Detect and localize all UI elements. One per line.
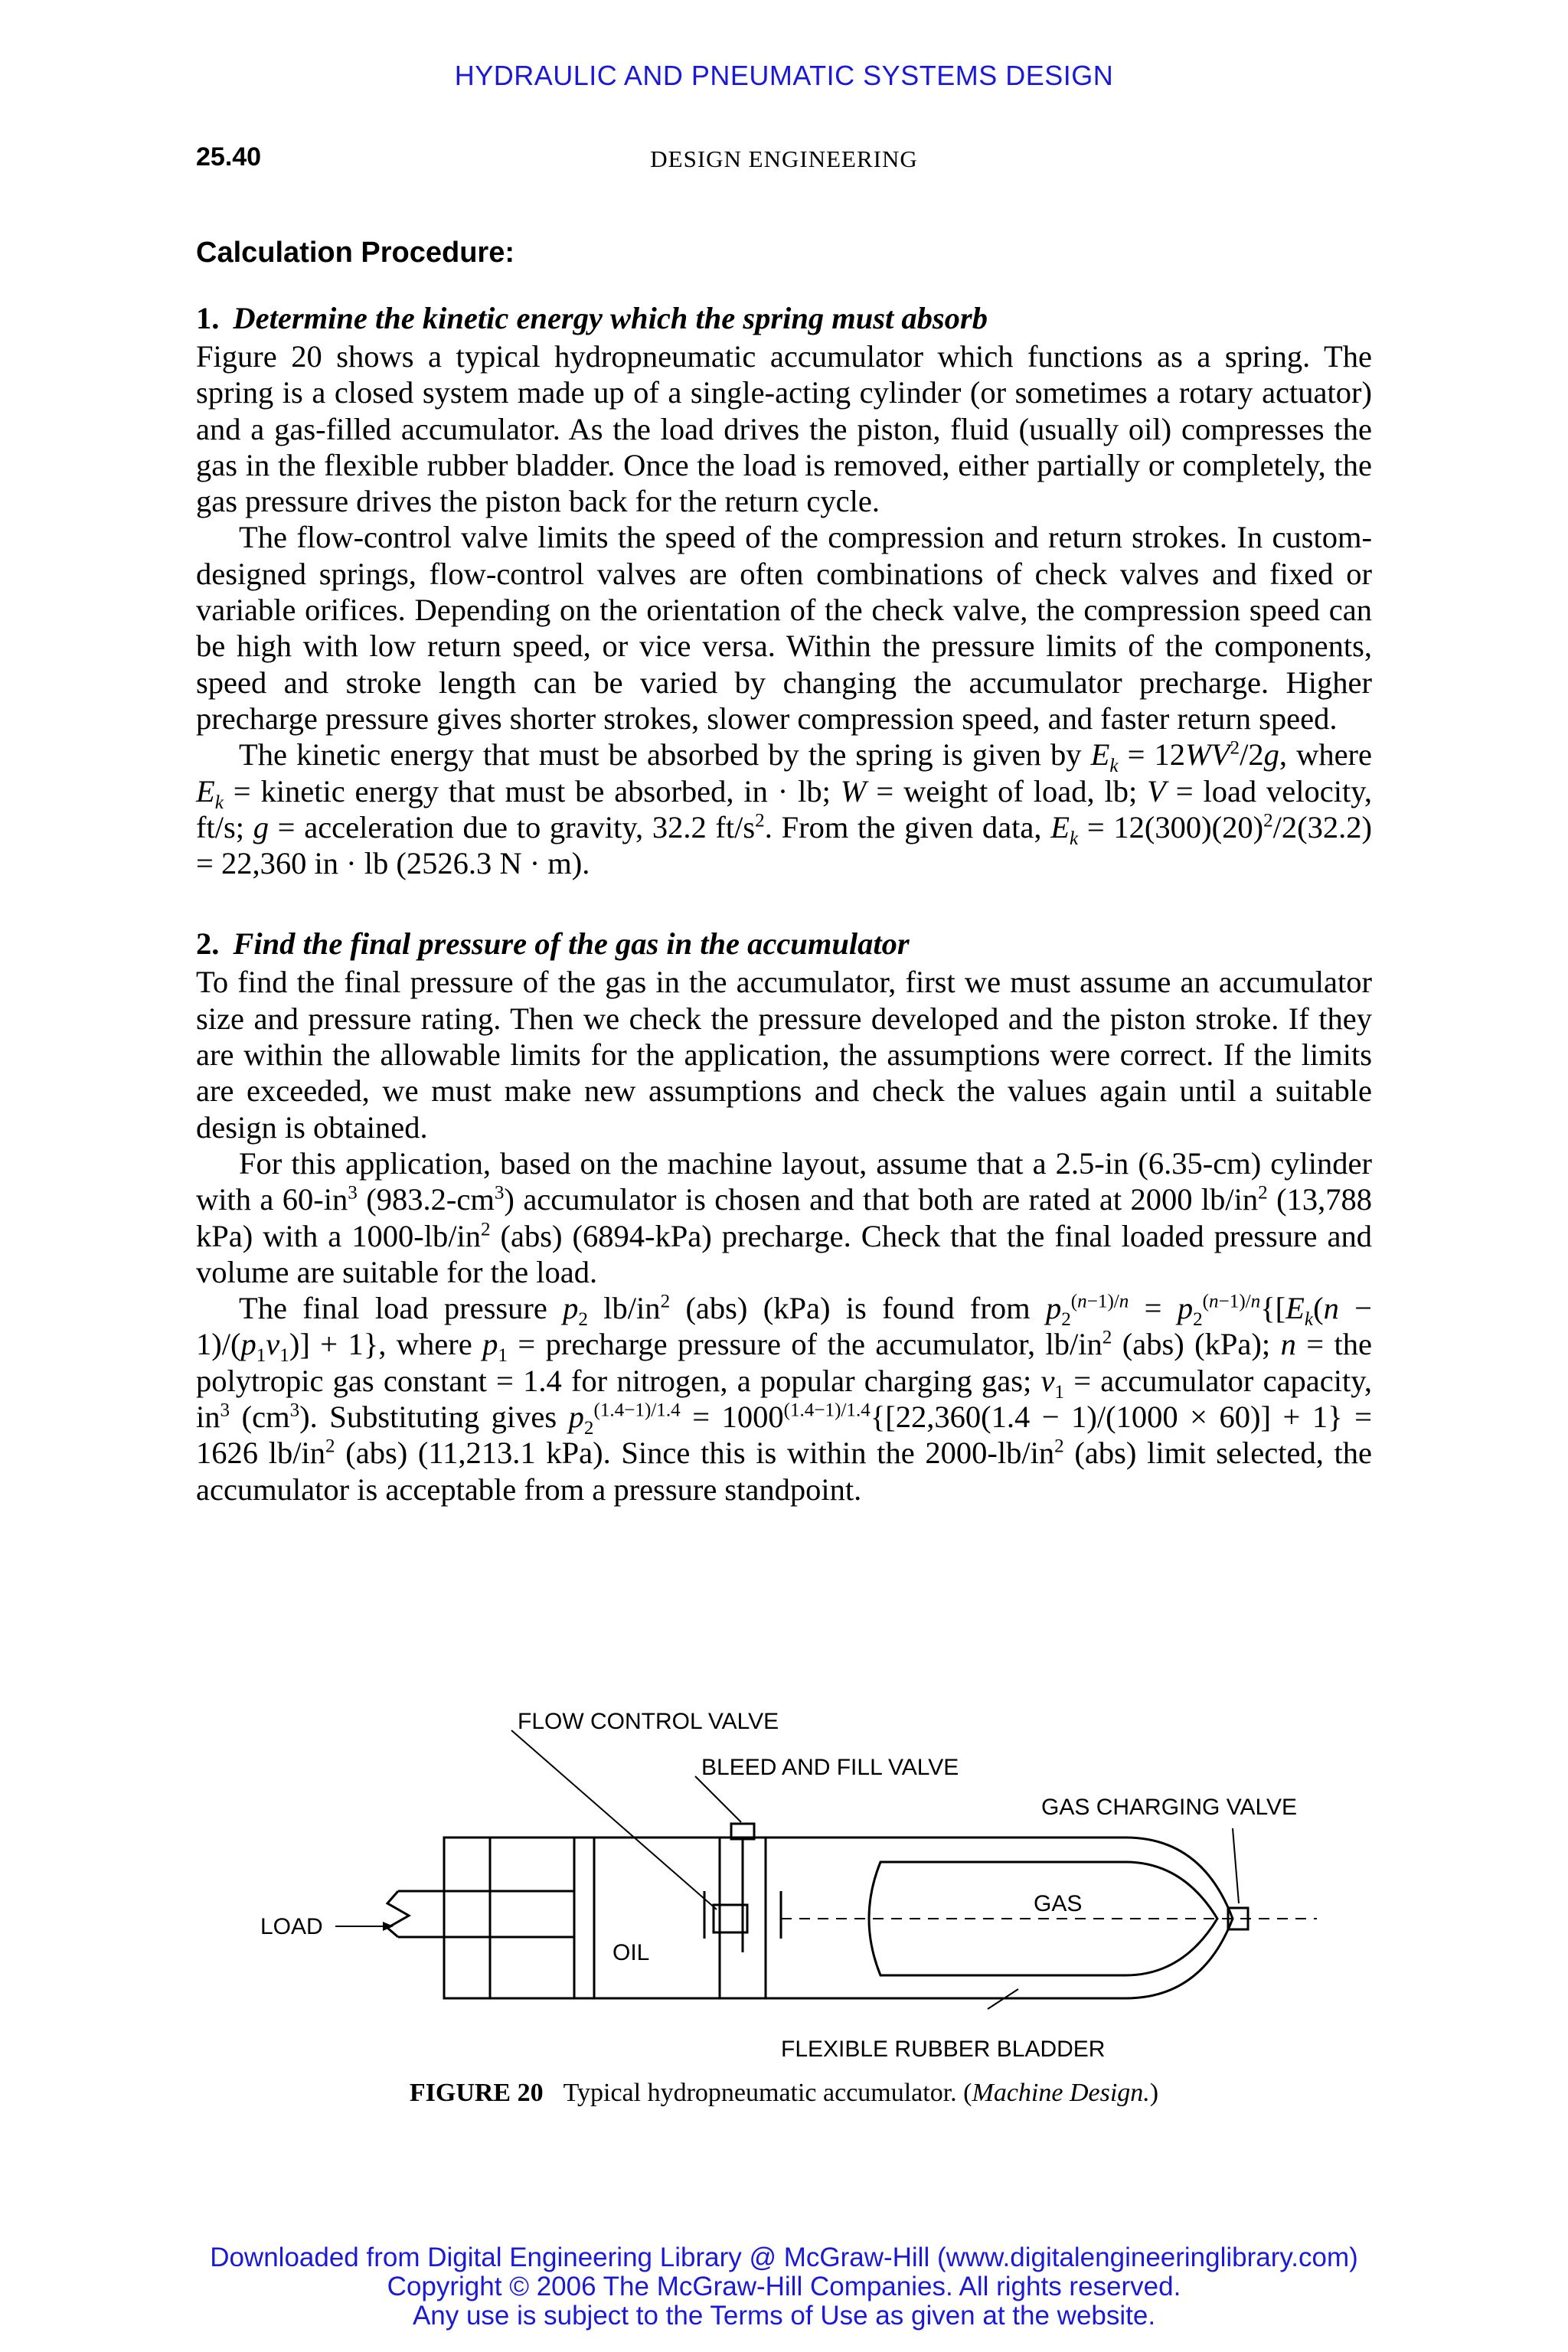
figure-caption-source: Machine Design. [972, 2079, 1150, 2107]
cylinder-body [444, 1838, 766, 1998]
figure-caption: FIGURE 20 Typical hydropneumatic accumulator. (Machine Design.) [409, 2079, 1159, 2107]
step-2-paragraph-1: To find the final pressure of the gas in the accumulator, first we must assume an accumulator size and pressure rating. Then we check the pressure developed and the piston stroke. If they are within the allowable limits for the application, the assumptions were correct. If the limits are exceeded, we must make new assumptions and check the values again until a suitable design is obtained. [196, 965, 1372, 1145]
step-2-paragraph-2: For this application, based on the machine layout, assume that a 2.5-in (6.35-cm) cylinder with a $60-in^3$ $(983.2-cm^3)$ accumulator is chosen and that both are rated at 2000 $lb/in^2$ (13,788 kPa) with a $1000-lb/in^2$ (abs) (6894-kPa) precharge. Check that the final loaded pressure and volume are suitable for the load. [196, 1145, 1372, 1289]
gas-label: GAS [1034, 1891, 1083, 1916]
step-1-paragraph-3: The kinetic energy that must be absorbed by the spring is given by $E_k = 12WV^2/2g$, where $E_k$ = kinetic energy that must be absorbed, in · lb; W = weight of load, lb; V = load velocity, ft/s; g = acceleration due to gravity, 32.2 $ft/s^2$. From the given data, $E_k = 12(300)(20)^2/2(32.2) = 22,360$ in · lb (2526.3 N · m). [196, 737, 1373, 881]
step-1-paragraph-1: Figure 20 shows a typical hydropneumatic accumulator which functions as a spring. The spring is a closed system made up of a single-acting cylinder (or sometimes a rotary actuator) and a gas-filled accumulator. As the load drives the piston, fluid (usually oil) compresses the gas in the flexible rubber bladder. Once the load is removed, either partially or completely, the gas pressure drives the piston back for the return cycle. [196, 339, 1372, 519]
procedure-heading: Calculation Procedure: [196, 237, 514, 269]
step-2-number: 2. [196, 926, 220, 962]
main-content [196, 230, 1372, 1508]
figure-20-diagram [245, 1700, 1332, 2082]
footer-copyright: Copyright © 2006 The McGraw-Hill Companies. All rights reserved. [387, 2272, 1181, 2301]
bleed-valve-leader [695, 1776, 741, 1822]
flow-control-label: FLOW CONTROL VALVE [518, 1709, 779, 1734]
piston [574, 1838, 594, 1998]
gas-charging-label: GAS CHARGING VALVE [1041, 1795, 1297, 1820]
step-2-paragraph-3: The final load pressure $p_2$ $lb/in^2$ (abs) (kPa) is found from $p_2^{(n-1)/n} = p_2^{(n-1)/n}\{[E_k(n - 1)/(p_1v_1)] + 1\}$, where $p_1$ = precharge pressure of the accumulator, $lb/in^2$ (abs) (kPa); n = the polytropic gas constant = 1.4 for nitrogen, a popular charging gas; $v_1$ = accumulator capacity, $in^3$ $(cm^3)$. Substituting gives $p_2^{(1.4-1)/1.4} = 1000^{(1.4-1)/1.4}\{[22,360(1.4 - 1)/(1000 \times 60)] + 1\} = 1626$ $lb/in^2$ (abs) (11,213.1 kPa). Since this is within the $2000-lb/in^2$ (abs) limit selected, the accumulator is acceptable from a pressure standpoint. [196, 1291, 1373, 1507]
step-2-title: Find the final pressure of the gas in the accumulator [233, 926, 910, 962]
load-label: LOAD [260, 1914, 323, 1939]
footer-download-link[interactable]: Downloaded from Digital Engineering Library @ McGraw-Hill (www.digitalengineeringlibrary.com) [210, 2243, 1358, 2272]
flow-control-leader [511, 1730, 717, 1909]
footer [0, 2243, 1568, 2331]
figure-caption-text: Typical hydropneumatic accumulator. [563, 2079, 957, 2107]
running-head: DESIGN ENGINEERING [650, 145, 918, 172]
bladder-label: FLEXIBLE RUBBER BLADDER [781, 2037, 1106, 2062]
figure-label: FIGURE 20 [409, 2079, 544, 2107]
bleed-fill-label: BLEED AND FILL VALVE [701, 1755, 959, 1780]
step-1-number: 1. [196, 301, 220, 335]
page-number: 25.40 [196, 142, 262, 172]
rod-break [387, 1891, 409, 1937]
step-2-heading [196, 924, 1372, 964]
step-1-title: Determine the kinetic energy which the spring must absorb [233, 301, 988, 335]
oil-label: OIL [612, 1940, 650, 1965]
footer-terms: Any use is subject to the Terms of Use as given at the website. [412, 2301, 1156, 2331]
top-header: HYDRAULIC AND PNEUMATIC SYSTEMS DESIGN [454, 60, 1114, 91]
step-1-heading [196, 299, 1372, 338]
gas-valve-leader [1233, 1828, 1239, 1903]
step-1-paragraph-2: The flow-control valve limits the speed of the compression and return strokes. In custom-designed springs, flow-control valves are often combinations of check valves and fixed or variable orifices. Depending on the orientation of the check valve, the compression speed can be high with low return speed, or vice versa. Within the pressure limits of the components, speed and stroke length can be varied by changing the accumulator precharge. Higher precharge pressure gives shorter strokes, slower compression speed, and faster return speed. [196, 520, 1372, 736]
